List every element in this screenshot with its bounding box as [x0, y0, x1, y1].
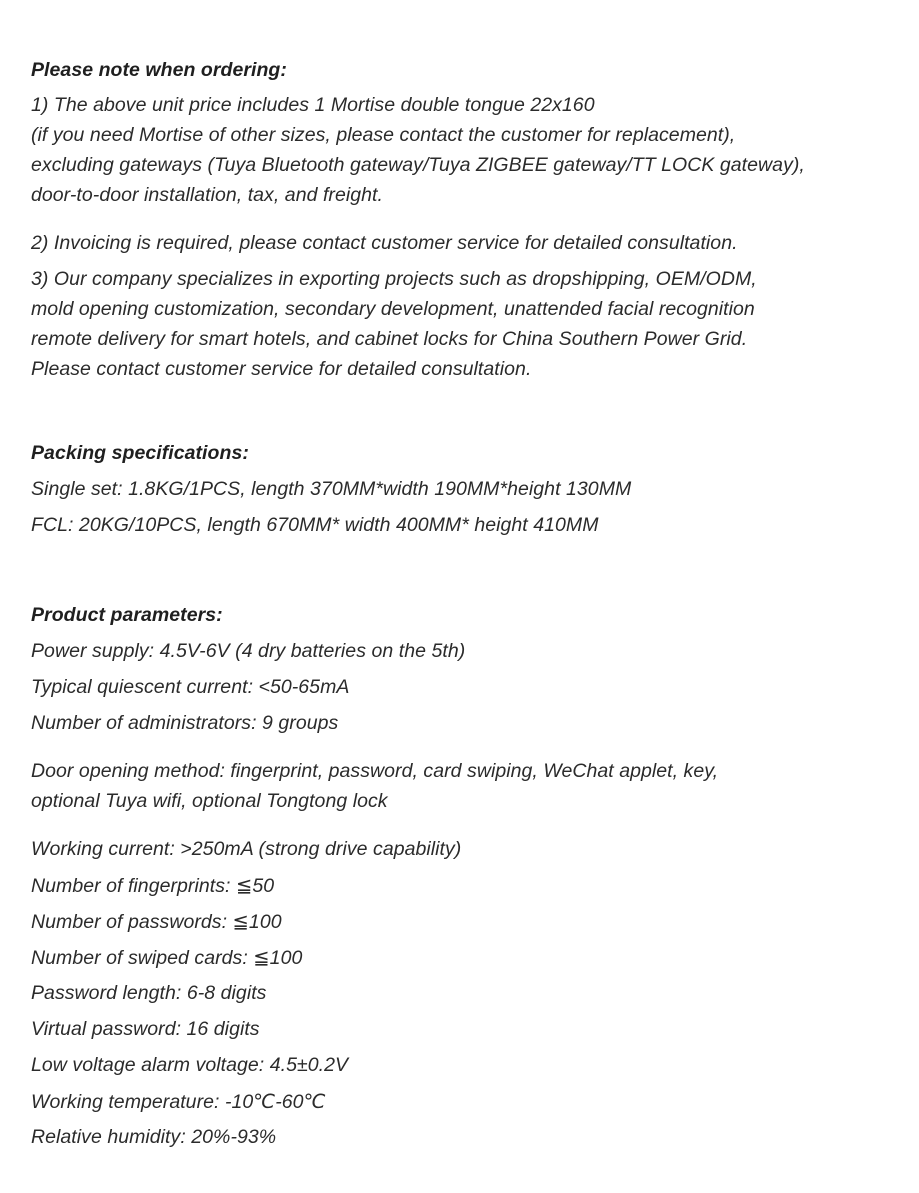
packing-fcl: FCL: 20KG/10PCS, length 670MM* width 400MM* height 410MM [31, 514, 599, 536]
param-relative-humidity: Relative humidity: 20%-93% [31, 1126, 277, 1148]
ordering-note-item3-line2: mold opening customization, secondary development, unattended facial recognition [31, 298, 755, 320]
ordering-note-item1-line1: 1) The above unit price includes 1 Mortise double tongue 22x160 [31, 94, 595, 116]
param-virtual-password: Virtual password: 16 digits [31, 1018, 260, 1040]
param-passwords: Number of passwords: ≦100 [31, 911, 282, 933]
param-door-opening-line2: optional Tuya wifi, optional Tongtong lock [31, 790, 388, 812]
param-swiped-cards: Number of swiped cards: ≦100 [31, 947, 303, 969]
packing-heading: Packing specifications: [31, 442, 249, 464]
ordering-note-item3-line1: 3) Our company specializes in exporting projects such as dropshipping, OEM/ODM, [31, 268, 757, 290]
param-password-length: Password length: 6-8 digits [31, 982, 267, 1004]
param-door-opening-line1: Door opening method: fingerprint, password, card swiping, WeChat applet, key, [31, 760, 719, 782]
ordering-note-item2: 2) Invoicing is required, please contact customer service for detailed consultation. [31, 232, 738, 254]
ordering-note-item3-line3: remote delivery for smart hotels, and cabinet locks for China Southern Power Grid. [31, 328, 748, 350]
ordering-note-item1-line3: excluding gateways (Tuya Bluetooth gateway/Tuya ZIGBEE gateway/TT LOCK gateway), [31, 154, 805, 176]
param-low-voltage-alarm: Low voltage alarm voltage: 4.5±0.2V [31, 1054, 349, 1076]
param-fingerprints: Number of fingerprints: ≦50 [31, 875, 275, 897]
param-quiescent-current: Typical quiescent current: <50-65mA [31, 676, 350, 698]
param-power-supply: Power supply: 4.5V-6V (4 dry batteries on the 5th) [31, 640, 466, 662]
parameters-heading: Product parameters: [31, 604, 223, 626]
ordering-note-heading: Please note when ordering: [31, 59, 287, 81]
param-administrators: Number of administrators: 9 groups [31, 712, 339, 734]
param-working-current: Working current: >250mA (strong drive capability) [31, 838, 462, 860]
ordering-note-item1-line4: door-to-door installation, tax, and freight. [31, 184, 383, 206]
ordering-note-item3-line4: Please contact customer service for detailed consultation. [31, 358, 532, 380]
param-working-temperature: Working temperature: -10℃-60℃ [31, 1091, 326, 1113]
ordering-note-item1-line2: (if you need Mortise of other sizes, please contact the customer for replacement), [31, 124, 736, 146]
packing-single-set: Single set: 1.8KG/1PCS, length 370MM*width 190MM*height 130MM [31, 478, 632, 500]
